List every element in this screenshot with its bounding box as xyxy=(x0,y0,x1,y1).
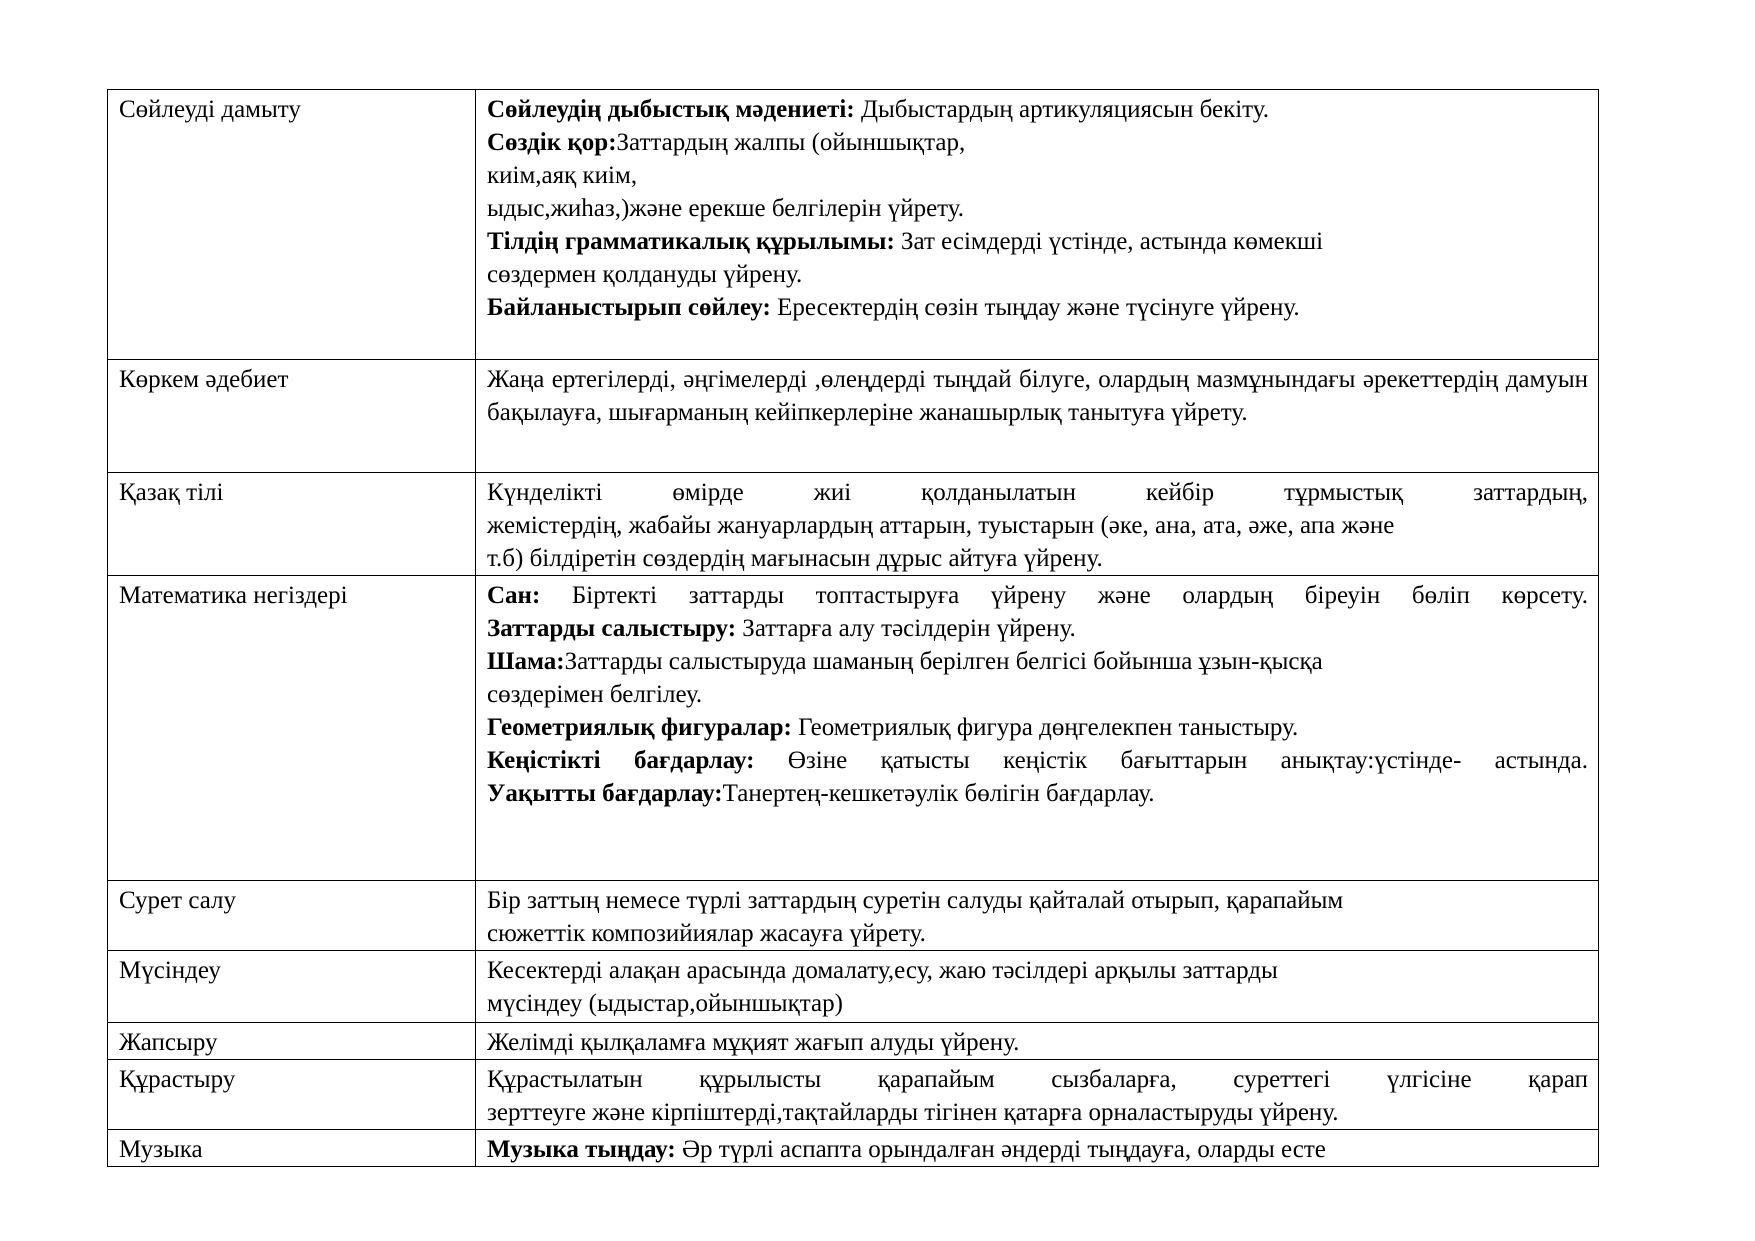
content-line: сөздермен қолдануды үйрену. xyxy=(487,261,803,288)
content-cell xyxy=(476,576,1599,881)
subject-cell: Сурет салу xyxy=(108,881,476,951)
content-line: Бір заттың немесе түрлі заттардың суретін салуды қайталай отырып, қарапайым xyxy=(487,887,1344,914)
content-line: Шама:Заттарды салыстыруда шаманың берілген белгісі бойынша ұзын-қысқа xyxy=(487,648,1323,675)
subject-cell: Қазақ тілі xyxy=(108,473,476,576)
bold-heading: Сөйлеудің дыбыстық мәдениеті: xyxy=(487,96,855,123)
bold-heading: Музыка тыңдау: xyxy=(487,1136,676,1163)
content-cell xyxy=(476,473,1599,576)
content-line: Құрастылатын құрылысты қарапайым сызбаларға, суреттегі үлгісіне қарап xyxy=(487,1066,1588,1093)
content-cell xyxy=(476,90,1599,360)
subject-cell: Құрастыру xyxy=(108,1060,476,1130)
curriculum-table xyxy=(107,89,1599,1167)
content-line: сөздерімен белгілеу. xyxy=(487,681,703,708)
content-line: Сөйлеудің дыбыстық мәдениеті: Дыбыстардың артикуляциясын бекіту. xyxy=(487,96,1269,123)
content-line: мүсіндеу (ыдыстар,ойыншықтар) xyxy=(487,990,843,1017)
content-line: Күнделікті өмірде жиі қолданылатын кейбір тұрмыстық заттардың, xyxy=(487,479,1588,506)
content-line: Уақытты бағдарлау:Танертең-кешкетәулік бөлігін бағдарлау. xyxy=(487,780,1155,807)
table-row xyxy=(108,1023,1599,1060)
table-row xyxy=(108,1060,1599,1130)
bold-heading: Шама: xyxy=(487,648,565,675)
table-row xyxy=(108,90,1599,360)
content-line: Тілдің грамматикалық құрылымы: Зат есімдерді үстінде, астында көмекші xyxy=(487,228,1324,255)
bold-heading: Кеңістікті бағдарлау: xyxy=(487,747,755,774)
table-row xyxy=(108,1130,1599,1167)
content-cell xyxy=(476,951,1599,1023)
content-line: зерттеуге және кірпіштерді,тақтайларды тігінен қатарға орналастыруды үйрену. xyxy=(487,1099,1339,1126)
content-line: Геометриялық фигуралар: Геометриялық фигура дөңгелекпен таныстыру. xyxy=(487,714,1299,741)
content-line: Музыка тыңдау: Әр түрлі аспапта орындалған әндерді тыңдауға, оларды есте xyxy=(487,1136,1326,1163)
table-row xyxy=(108,576,1599,881)
subject-cell: Сөйлеуді дамыту xyxy=(108,90,476,360)
content-line: Сөздік қор:Заттардың жалпы (ойыншықтар, xyxy=(487,129,966,156)
content-line: Заттарды салыстыру: Заттарға алу тәсілдерін үйрену. xyxy=(487,615,1076,642)
content-line: ыдыс,жиһаз,)және ерекше белгілерін үйрету. xyxy=(487,195,965,222)
content-cell xyxy=(476,1060,1599,1130)
content-line: Кесектерді алақан арасында домалату,есу, жаю тәсілдері арқылы заттарды xyxy=(487,957,1278,984)
table-row xyxy=(108,951,1599,1023)
bold-heading: Сан: xyxy=(487,582,541,609)
bold-heading: Байланыстырып сөйлеу: xyxy=(487,294,771,321)
bold-heading: Геометриялық фигуралар: xyxy=(487,714,792,741)
subject-cell: Мүсіндеу xyxy=(108,951,476,1023)
bold-heading: Заттарды салыстыру: xyxy=(487,615,737,642)
subject-cell: Жапсыру xyxy=(108,1023,476,1060)
subject-cell: Математика негіздері xyxy=(108,576,476,881)
table-row xyxy=(108,881,1599,951)
bold-heading: Сөздік қор: xyxy=(487,129,617,156)
table-row xyxy=(108,360,1599,473)
content-cell xyxy=(476,881,1599,951)
content-line: Желімді қылқаламға мұқият жағып алуды үйрену. xyxy=(487,1029,1020,1056)
content-line: Кеңістікті бағдарлау: Өзіне қатысты кеңістік бағыттарын анықтау:үстінде- астында. xyxy=(487,747,1588,774)
content-line: Байланыстырып сөйлеу: Ересектердің сөзін тыңдау және түсінуге үйрену. xyxy=(487,294,1300,321)
content-cell xyxy=(476,1130,1599,1167)
content-cell: Жаңа ертегілерді, әңгімелерді ,өлеңдерді тыңдай білуге, олардың мазмұнындағы әрекеттердің дамуын бақылауға, шығарманың кейіпкерлеріне жанашырлық танытуға үйрету. xyxy=(476,360,1599,473)
content-line: сюжеттік композийиялар жасауға үйрету. xyxy=(487,920,926,947)
content-line: жемістердің, жабайы жануарлардың аттарын, туыстарын (әке, ана, ата, әже, апа және xyxy=(487,512,1395,539)
content-line: киім,аяқ киім, xyxy=(487,162,638,189)
bold-heading: Уақытты бағдарлау: xyxy=(487,780,723,807)
table-row xyxy=(108,473,1599,576)
subject-cell: Музыка xyxy=(108,1130,476,1167)
content-cell xyxy=(476,1023,1599,1060)
content-line: т.б) білдіретін сөздердің мағынасын дұрыс айтуға үйрену. xyxy=(487,545,1103,572)
bold-heading: Тілдің грамматикалық құрылымы: xyxy=(487,228,895,255)
content-line: Сан: Біртекті заттарды топтастыруға үйрену және олардың біреуін бөліп көрсету. xyxy=(487,582,1588,609)
subject-cell: Көркем әдебиет xyxy=(108,360,476,473)
